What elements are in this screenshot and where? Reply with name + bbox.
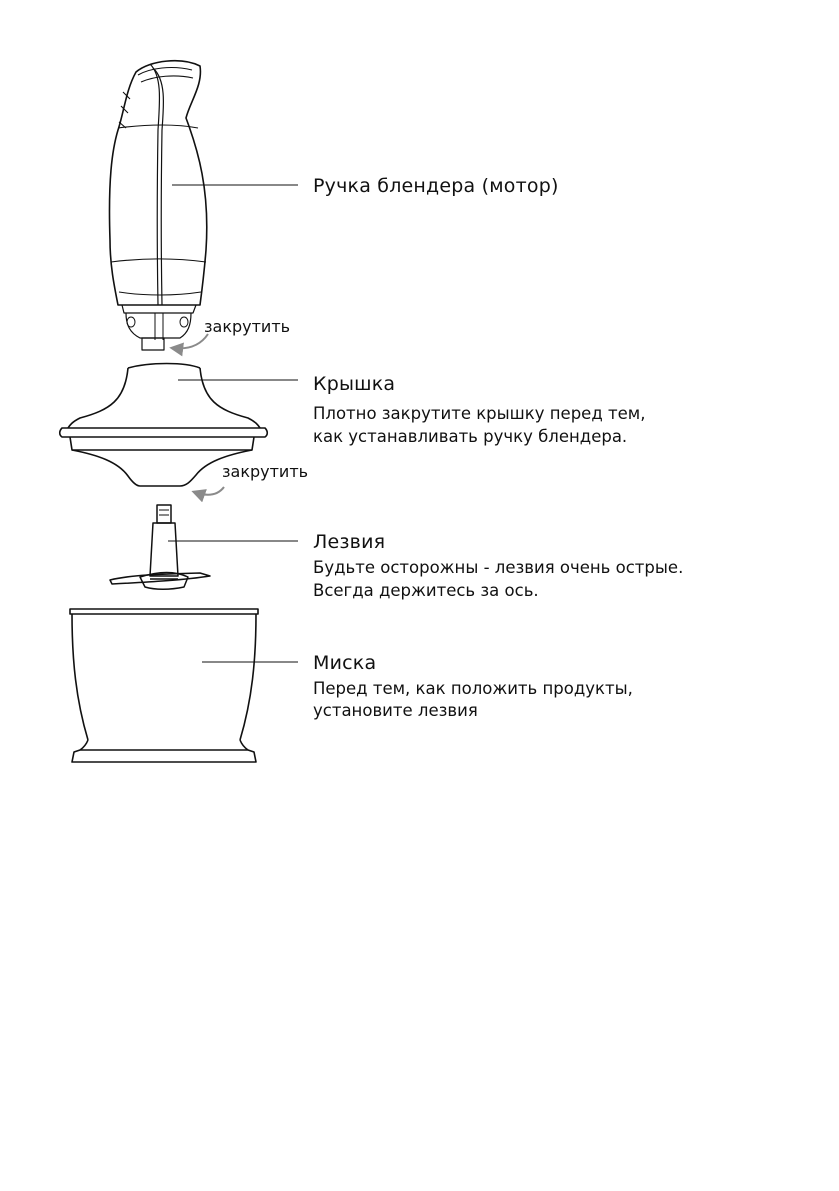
lid-desc-line1: Плотно закрутите крышку перед тем, <box>313 404 646 423</box>
lid-twist-label: закрутить <box>222 462 309 481</box>
twist-arrow-handle-icon <box>172 334 208 348</box>
blender-handle-illustration <box>109 61 206 350</box>
leader-lines <box>168 185 298 662</box>
bowl-title: Миска <box>313 652 377 674</box>
blades-desc-line1: Будьте осторожны - лезвия очень острые. <box>313 558 684 577</box>
blades-illustration <box>110 505 210 589</box>
lid-title: Крышка <box>313 373 396 395</box>
bowl-desc-line1: Перед тем, как положить продукты, <box>313 679 633 698</box>
blades-desc-line2: Всегда держитесь за ось. <box>313 581 539 600</box>
bowl-illustration <box>70 609 258 762</box>
handle-title: Ручка блендера (мотор) <box>313 175 559 197</box>
blades-title: Лезвия <box>313 531 386 553</box>
twist-arrow-lid-icon <box>194 487 224 495</box>
bowl-desc-line2: установите лезвия <box>313 701 478 720</box>
handle-twist-label: закрутить <box>204 317 291 336</box>
lid-desc-line2: как устанавливать ручку блендера. <box>313 427 628 446</box>
